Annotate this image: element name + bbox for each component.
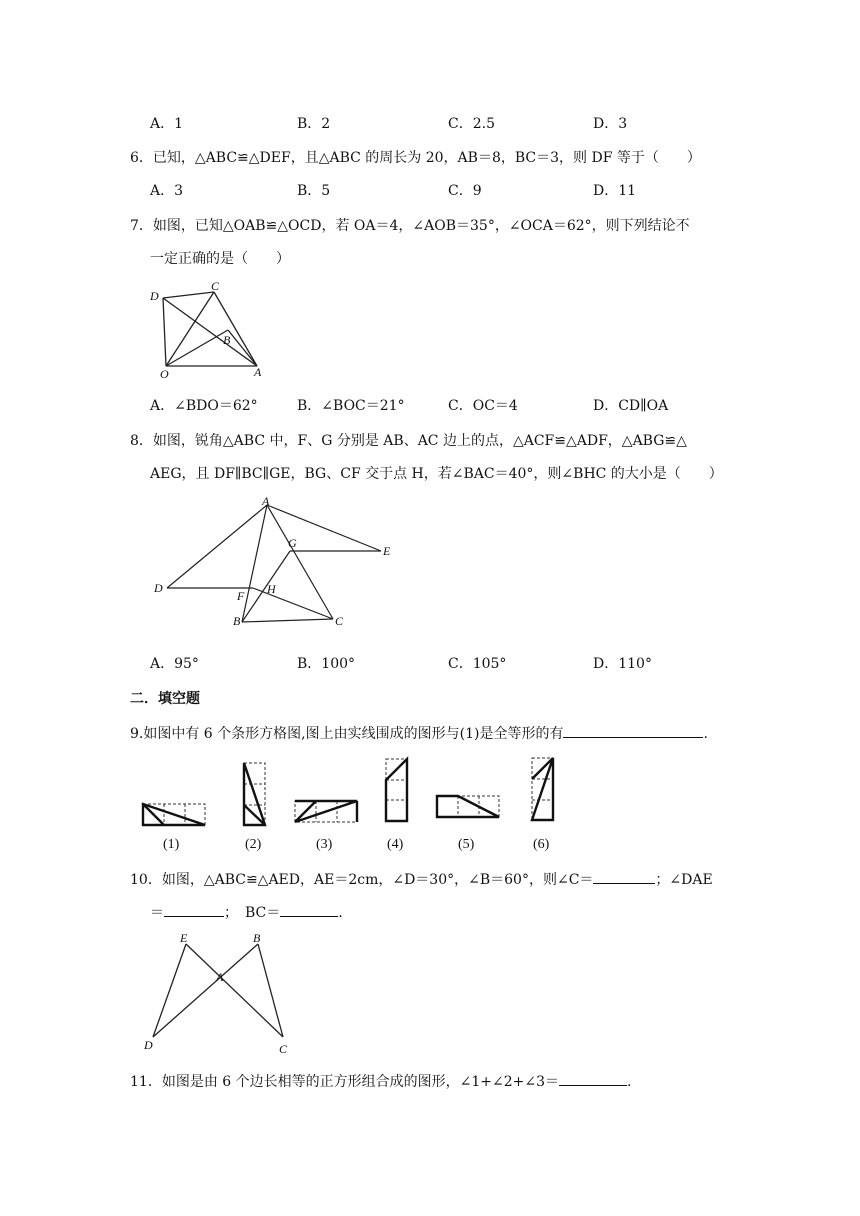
q7-option-b[interactable]: B．∠BOC＝21° bbox=[297, 398, 405, 414]
q9-stem-end: . bbox=[703, 726, 708, 742]
q9-shape-3 bbox=[295, 801, 357, 822]
q8-label-e: E bbox=[383, 544, 391, 558]
q8-label-a: A bbox=[262, 495, 270, 508]
q10-label-a: A bbox=[216, 970, 224, 984]
q5-option-b[interactable]: B．2 bbox=[297, 116, 331, 132]
q7-label-d: D bbox=[150, 289, 159, 303]
q7-label-c: C bbox=[211, 279, 220, 293]
q10-stem-line2 bbox=[150, 902, 343, 922]
q5-option-d[interactable]: D．3 bbox=[593, 116, 628, 132]
q8-option-d[interactable]: D．110° bbox=[593, 656, 652, 672]
q9-caption-4: (4) bbox=[387, 837, 404, 852]
q7-option-c[interactable]: C．OC＝4 bbox=[448, 398, 518, 414]
q10-label-c: C bbox=[279, 1042, 288, 1056]
q8-label-g: G bbox=[288, 536, 297, 550]
q6-option-a[interactable]: A．3 bbox=[150, 183, 184, 199]
q8-option-a[interactable]: A．95° bbox=[150, 656, 199, 672]
q10-stem-part4: ； BC＝ bbox=[224, 905, 281, 921]
q8-option-b[interactable]: B．100° bbox=[297, 656, 356, 672]
q7-figure bbox=[140, 278, 280, 383]
q9-caption-2: (2) bbox=[245, 837, 262, 852]
q10-stem-line1 bbox=[130, 869, 713, 889]
q10-answer-c-blank[interactable] bbox=[593, 869, 655, 884]
q8-label-c: C bbox=[335, 614, 344, 628]
q5-option-c[interactable]: C．2.5 bbox=[448, 116, 495, 132]
q10-stem-part1: 10．如图，△ABC≌△AED，AE＝2cm，∠D＝30°，∠B＝60°，则∠C＝ bbox=[130, 872, 594, 888]
q7-stem-line1: 7．如图，已知△OAB≌△OCD，若 OA＝4，∠AOB＝35°，∠OCA＝62°，则下列结论不 bbox=[130, 218, 690, 234]
q6-option-d[interactable]: D．11 bbox=[593, 183, 637, 199]
q9-stem bbox=[130, 723, 708, 743]
q11-stem bbox=[130, 1071, 631, 1091]
q11-stem-end: . bbox=[627, 1074, 632, 1090]
q9-shape-1 bbox=[143, 804, 205, 825]
q9-figure bbox=[135, 756, 575, 856]
q10-answer-bc-blank[interactable] bbox=[280, 902, 338, 917]
q9-answer-blank[interactable] bbox=[563, 723, 703, 738]
q10-label-d: D bbox=[144, 1038, 153, 1052]
q7-label-a: A bbox=[254, 365, 262, 379]
q7-label-o: O bbox=[160, 367, 169, 381]
q7-option-a[interactable]: A．∠BDO＝62° bbox=[150, 398, 258, 414]
q10-stem-part2: ；∠DAE bbox=[655, 872, 713, 888]
q9-caption-3: (3) bbox=[316, 837, 333, 852]
q9-caption-5: (5) bbox=[458, 837, 475, 852]
q11-stem-text: 11．如图是由 6 个边长相等的正方形组合成的图形，∠1+∠2+∠3＝ bbox=[130, 1074, 559, 1090]
q7-stem-line2: 一定正确的是（ ） bbox=[150, 251, 290, 267]
q9-shape-2 bbox=[244, 763, 265, 825]
q8-label-h: H bbox=[267, 582, 276, 596]
q10-label-e: E bbox=[180, 931, 188, 945]
q8-option-c[interactable]: C．105° bbox=[448, 656, 507, 672]
q8-stem-line2: AEG，且 DF∥BC∥GE，BG、CF 交于点 H，若∠BAC＝40°，则∠BHC 的大小是（ ） bbox=[150, 466, 723, 482]
q8-figure bbox=[150, 495, 410, 635]
q9-shape-5 bbox=[437, 796, 499, 817]
q8-label-b: B bbox=[233, 614, 241, 628]
q8-stem-line1: 8．如图，锐角△ABC 中，F、G 分别是 AB、AC 边上的点，△ACF≌△ADF，△ABG≌△ bbox=[130, 433, 687, 449]
q6-stem: 6．已知，△ABC≌△DEF，且△ABC 的周长为 20，AB＝8，BC＝3，则 DF 等于（ ） bbox=[130, 150, 701, 166]
q9-caption-1: (1) bbox=[163, 837, 180, 852]
q6-option-c[interactable]: C．9 bbox=[448, 183, 482, 199]
q10-figure bbox=[140, 926, 310, 1058]
q7-option-d[interactable]: D．CD∥OA bbox=[593, 398, 669, 414]
q10-answer-dae-blank[interactable] bbox=[164, 902, 224, 917]
q9-caption-6: (6) bbox=[533, 837, 550, 852]
q10-stem-part3: ＝ bbox=[150, 905, 164, 921]
q5-option-a[interactable]: A．1 bbox=[150, 116, 184, 132]
q8-label-f: F bbox=[237, 589, 245, 603]
q9-stem-text: 9.如图中有 6 个条形方格图,图上由实线围成的图形与(1)是全等形的有 bbox=[130, 726, 564, 742]
q8-label-d: D bbox=[154, 581, 163, 595]
q10-label-b: B bbox=[253, 931, 261, 945]
q10-stem-end: . bbox=[338, 905, 343, 921]
q6-option-b[interactable]: B．5 bbox=[297, 183, 331, 199]
q7-label-b: B bbox=[223, 333, 231, 347]
q9-shape-4 bbox=[386, 759, 407, 821]
q9-shape-6 bbox=[532, 758, 553, 820]
q11-answer-blank[interactable] bbox=[559, 1071, 627, 1086]
section-heading-fill-blank: 二．填空题 bbox=[130, 691, 200, 707]
